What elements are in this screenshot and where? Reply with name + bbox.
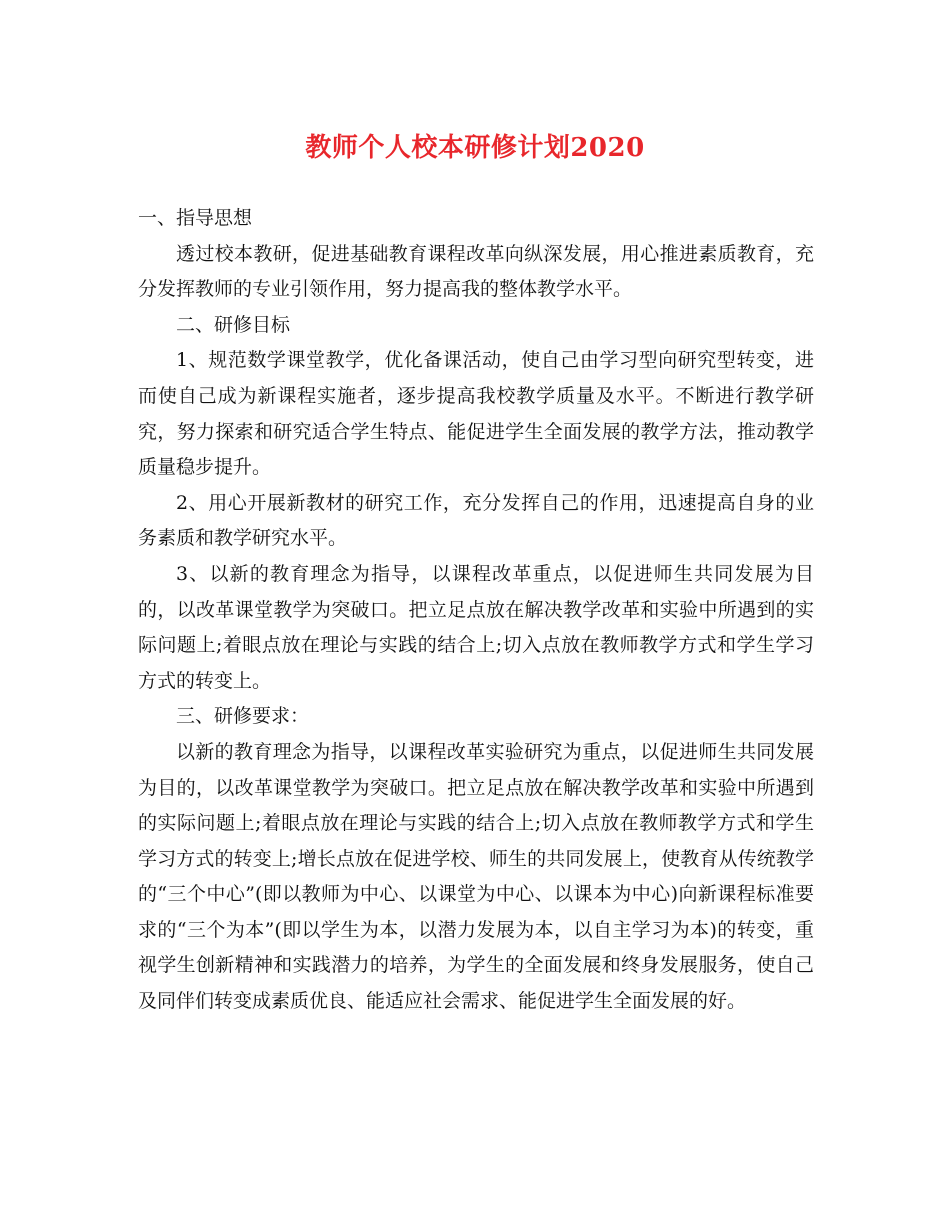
paragraph-guiding-ideology: 透过校本教研，促进基础教育课程改革向纵深发展，用心推进素质教育，充分发挥教师的专业引领作用，努力提高我的整体教学水平。 (138, 242, 814, 301)
document-title: 教师个人校本研修计划2020 (305, 133, 645, 163)
paragraph-requirements: 以新的教育理念为指导，以课程改革实验研究为重点，以促进师生共同发展为目的，以改革课堂教学为突破口。把立足点放在解决教学改革和实验中所遇到的实际问题上;着眼点放在理论与实践的结合上;切入点放在教师教学方式和学生学习方式的转变上;增长点放在促进学校、师生的共同发展上，使教育从传统教学的“三个中心”(即以教师为中心、以课堂为中心、以课本为中心)向新课程标准要求的“三个为本”(即以学生为本，以潜力发展为本，以自主学习为本)的转变，重视学生创新精神和实践潜力的培养，为学生的全面发展和终身发展服务，使自己及同伴们转变成素质优良、能适应社会需求、能促进学生全面发展的好。 (138, 740, 814, 1013)
paragraph-goal-1: 1、规范数学课堂教学，优化备课活动，使自己由学习型向研究型转变，进而使自己成为新课程实施者，逐步提高我校教学质量及水平。不断进行教学研究，努力探索和研究适合学生特点、能促进学生全面发展的教学方法，推动教学质量稳步提升。 (138, 349, 814, 479)
paragraph-goal-2: 2、用心开展新教材的研究工作，充分发挥自己的作用，迅速提高自身的业务素质和教学研究水平。 (138, 491, 814, 550)
document-body (138, 201, 814, 1020)
paragraph-goal-3: 3、以新的教育理念为指导，以课程改革重点，以促进师生共同发展为目的，以改革课堂教学为突破口。把立足点放在解决教学改革和实验中所遇到的实际问题上;着眼点放在理论与实践的结合上;切入点放在教师教学方式和学生学习方式的转变上。 (138, 562, 814, 692)
section-heading-training-goals: 二、研修目标 (176, 313, 291, 336)
section-heading-training-requirements: 三、研修要求： (176, 705, 310, 728)
section-heading-guiding-ideology: 一、指导思想 (138, 207, 253, 229)
